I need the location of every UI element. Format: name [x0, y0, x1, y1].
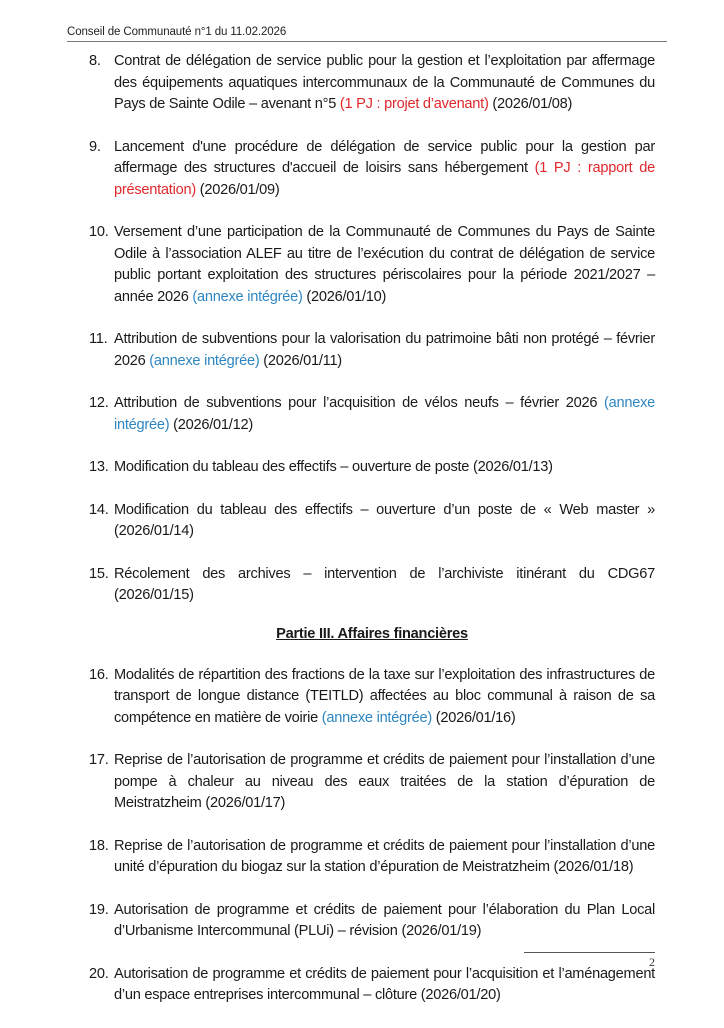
annex-note: (annexe intégrée)	[149, 352, 260, 369]
item-text	[114, 564, 655, 607]
item-number: 13.	[89, 459, 109, 475]
item-number: 18.	[89, 837, 109, 854]
item-text-segment: Attribution de subventions pour l’acquisition de vélos neufs – février 2026	[114, 395, 604, 411]
section-title: Partie III. Affaires financières	[276, 625, 468, 642]
item-text	[114, 900, 655, 943]
agenda-item	[89, 222, 655, 308]
agenda-item	[89, 51, 655, 116]
agenda-item	[89, 564, 655, 607]
item-text	[114, 329, 655, 372]
annex-note: (annexe intégrée)	[114, 395, 655, 433]
item-text-segment: (2026/01/08)	[488, 96, 573, 112]
item-text-segment: Reprise de l’autorisation de programme et crédits de paiement pour l’installation d’une pompe à chaleur au niveau des eaux traitées de la station d’épuration de Meistratzheim (2026/01/17)	[114, 752, 655, 811]
item-text-segment: (2026/01/11)	[259, 352, 342, 369]
item-text	[114, 51, 655, 116]
item-number: 12.	[89, 395, 109, 411]
item-number: 19.	[89, 901, 109, 918]
page-number: 2	[649, 955, 655, 969]
item-text-segment: Modalités de répartition des fractions de la taxe sur l’exploitation des infrastructures de transport de longue distance (TEITLD) affectées au bloc communal à raison de sa compétence en matière de voirie	[114, 666, 655, 726]
item-text	[114, 964, 655, 1007]
item-text-segment: Versement d’une participation de la Communauté de Communes du Pays de Sainte Odile à l’association ALEF au titre de l’exécution du contrat de délégation de service public portant exploitation des structures périscolaires pour la période 2021/2027 – année 2026	[114, 224, 655, 305]
agenda-item	[89, 750, 655, 815]
agenda-item	[89, 500, 655, 543]
agenda-item	[89, 393, 655, 436]
item-text	[114, 500, 655, 543]
item-text-segment: Récolement des archives – intervention de l’archiviste itinérant du CDG67 (2026/01/15)	[114, 565, 655, 603]
item-number: 17.	[89, 752, 109, 768]
item-number: 8.	[89, 53, 101, 69]
attachment-note: (1 PJ : rapport de présentation)	[114, 160, 655, 198]
item-text-segment: (2026/01/09)	[195, 181, 280, 198]
item-text-segment: Modification du tableau des effectifs – ouverture de poste (2026/01/13)	[114, 459, 553, 475]
agenda-item	[89, 900, 655, 943]
agenda-items-part3	[89, 665, 655, 1007]
item-text-segment: Autorisation de programme et crédits de paiement pour l’acquisition et l’aménagement d’un espace entreprises intercommunal – clôture (2026/01/20)	[114, 965, 655, 1003]
item-text	[114, 222, 655, 308]
item-number: 16.	[89, 666, 109, 683]
annex-note: (annexe intégrée)	[321, 709, 432, 726]
item-text	[114, 457, 655, 479]
item-number: 10.	[89, 224, 109, 240]
item-number: 15.	[89, 565, 109, 582]
item-text-segment: Attribution de subventions pour la valorisation du patrimoine bâti non protégé – février 2026	[114, 331, 655, 369]
item-number: 14.	[89, 501, 109, 518]
agenda-item	[89, 665, 655, 730]
footer-divider	[524, 952, 655, 953]
agenda-item	[89, 137, 655, 202]
item-number: 9.	[89, 138, 101, 155]
item-text	[114, 750, 655, 815]
item-text-segment: Reprise de l’autorisation de programme et crédits de paiement pour l’installation d’une unité d’épuration du biogaz sur la station d’épuration de Meistratzheim (2026/01/18)	[114, 837, 655, 875]
item-text-segment: Modification du tableau des effectifs – ouverture d’un poste de « Web master » (2026/01/14)	[114, 501, 655, 539]
item-number: 11.	[89, 331, 108, 347]
annex-note: (annexe intégrée)	[192, 288, 303, 305]
agenda-items-part2	[89, 51, 655, 607]
attachment-note: (1 PJ : projet d’avenant)	[339, 96, 489, 112]
agenda-item	[89, 964, 655, 1007]
item-text-segment: Contrat de délégation de service public pour la gestion et l’exploitation par affermage des équipements aquatiques intercommunaux de la Communauté de Communes du Pays de Sainte Odile – avenant n°5	[114, 53, 655, 112]
item-text	[114, 665, 655, 730]
agenda-item	[89, 329, 655, 372]
item-text-segment: (2026/01/10)	[302, 288, 387, 305]
item-text	[114, 836, 655, 879]
item-text-segment: Lancement d'une procédure de délégation de service public pour la gestion par affermage des structures d'accueil de loisirs sans hébergement	[114, 138, 655, 176]
item-text-segment: (2026/01/16)	[431, 709, 516, 726]
item-text	[114, 393, 655, 436]
agenda-item	[89, 457, 655, 479]
item-text-segment: (2026/01/12)	[169, 416, 253, 433]
item-text-segment: Autorisation de programme et crédits de paiement pour l’élaboration du Plan Local d’Urbanisme Intercommunal (PLUi) – révision (2026/01/19)	[114, 901, 655, 939]
item-text	[114, 137, 655, 202]
agenda-item	[89, 836, 655, 879]
agenda-list	[89, 51, 655, 1028]
page-header: Conseil de Communauté n°1 du 11.02.2026	[67, 26, 667, 42]
item-number: 20.	[89, 965, 109, 982]
